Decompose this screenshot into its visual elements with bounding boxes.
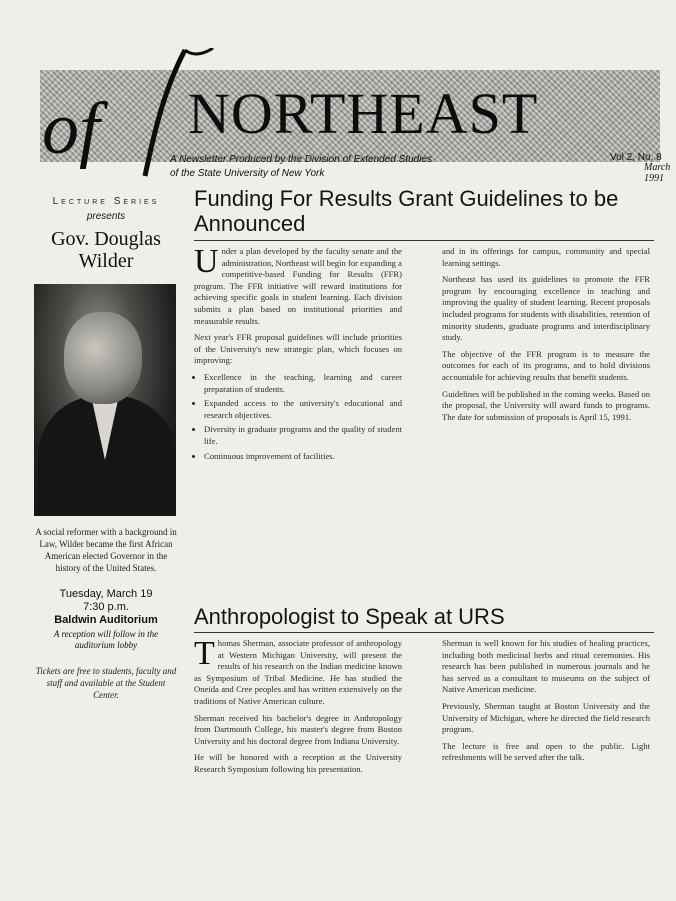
article-2-rule (194, 632, 654, 633)
event-details (34, 588, 178, 651)
ticket-info: Tickets are free to students, faculty and staff and available at the Student Center. (35, 666, 177, 700)
masthead-subtitle-2: of the State University of New York (170, 168, 325, 179)
list-item: • Diversity in graduate programs and the quality of student life. (204, 424, 402, 447)
article-2-col1-p1: homas Sherman, associate professor of anthropology at Western Michigan University, will present the results of his research on the Indian medicine known as Symposium of Tribal Medicine. He has studied the Oneida and Cree peoples and has written extensively on the traditions of Native American culture. (194, 638, 402, 706)
article-1-col1-p1: nder a plan developed by the faculty senate and the administration, Northeast will begin for expanding a competitive-based Funding for Results (FFR) program. The FFR initiative will reward institutions for achieving specific goals in student learning. Each division submits a plan based on institutional priorities and measurable results. (194, 246, 402, 326)
list-item: • Excellence in the teaching, learning and career preparation of students. (204, 372, 402, 395)
masthead-volume: Vol 2, No. 8 (610, 152, 662, 163)
article-2-col1-p2: Sherman received his bachelor's degree in Anthropology from Dartmouth College, his master's degree from Boston University and his doctoral degree from Indiana University. (194, 712, 402, 746)
article-1-headline: Funding For Results Grant Guidelines to be Announced (194, 186, 619, 236)
article-1-col2-p1: and in its offerings for campus, community and special learning settings. (442, 246, 650, 268)
article-1-col1-p2: Next year's FFR proposal guidelines will include priorities of the University's new strategic plan, which focuses on improving: (194, 332, 402, 366)
photo-head-shape (64, 312, 142, 404)
article-2-col1-p3: He will be honored with a reception at the University Research Symposium following his presentation. (194, 752, 402, 774)
article-1-col2-p2: Northeast has used its guidelines to promote the FFR program by encouraging excellence in teaching and improving the quality of student learning. Recent proposals included programs for students with disabilities, retention of minority students, graduate programs and interdisciplinary study. (442, 274, 650, 343)
speaker-photo (34, 284, 176, 516)
photo-caption: A social reformer with a background in Law, Wilder became the first African American elected Governor in the history of the United States. (35, 527, 177, 573)
article-2-column-1 (194, 635, 402, 781)
lecture-series-label: Lecture Series (52, 196, 160, 207)
article-2-column-2 (442, 638, 650, 769)
article-1-col2-p4: Guidelines will be published in the coming weeks. Based on the proposal, the University will award funds to programs. The date for submission of proposals is April 15, 1991. (442, 388, 650, 422)
article-1-column-2 (442, 246, 650, 428)
article-2-headline: Anthropologist to Speak at URS (194, 604, 505, 629)
masthead-title: NORTHEAST (188, 81, 539, 146)
masthead-prefix: of (42, 88, 100, 170)
presents-label: presents (86, 211, 126, 222)
article-1-column-1 (194, 243, 402, 467)
article-2-col2-p3: The lecture is free and open to the public. Light refreshments will be served after the talk. (442, 740, 650, 763)
event-place: Baldwin Auditorium (54, 614, 158, 626)
article-2-col2-p2: Previously, Sherman taught at Boston University and the University of Michigan, where he directed the field research program. (442, 700, 650, 735)
list-item: • Expanded access to the university's educational and research objectives. (204, 398, 402, 421)
event-date: Tuesday, March 19 (59, 588, 153, 600)
article-1-rule (194, 240, 654, 241)
article-1-bullet-list (194, 372, 402, 462)
article-1-col2-p3: The objective of the FFR program is to measure the outcomes for each of its programs, and to hold divisions accountable for achieving results that benefit students. (442, 348, 650, 382)
list-item: • Continuous improvement of facilities. (204, 451, 402, 463)
speaker-name: Gov. Douglas Wilder (51, 228, 161, 272)
event-note: A reception will follow in the auditorium lobby (53, 629, 159, 650)
lecture-sidebar (34, 196, 178, 701)
masthead-subtitle-1: A Newsletter Produced by the Division of Extended Studies (170, 154, 432, 165)
masthead-date: March 1991 (644, 162, 671, 184)
article-2-col2-p1: Sherman is well known for his studies of healing practices, including both medicinal herbs and ritual ceremonies. His research has been published in numerous journals and he has served as a consultant to museums on the subject of Native American medicine. (442, 638, 650, 695)
article-1-dropcap: U (194, 243, 219, 280)
article-2-dropcap: T (194, 635, 215, 672)
masthead (30, 48, 671, 184)
event-time: 7:30 p.m. (83, 601, 129, 613)
